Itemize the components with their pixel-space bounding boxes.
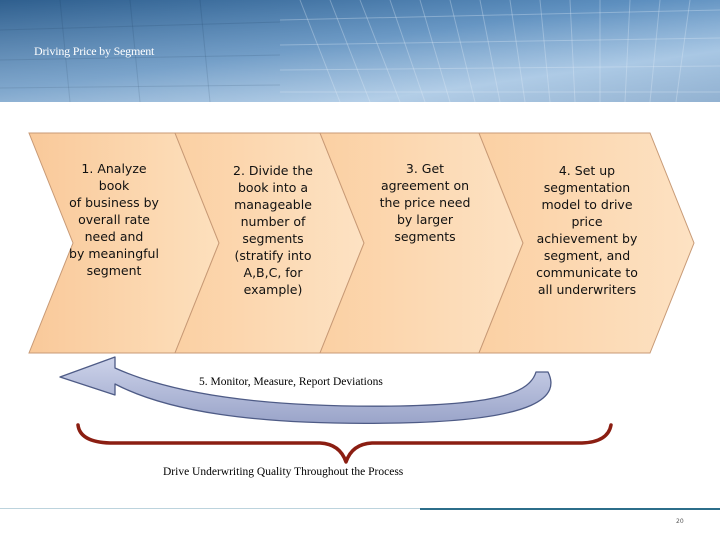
footer-divider-light [0, 508, 420, 509]
process-brace [78, 425, 611, 462]
feedback-arrow [60, 357, 551, 423]
page-title: Driving Price by Segment [34, 44, 155, 58]
feedback-label: 5. Monitor, Measure, Report Deviations [199, 376, 383, 388]
footer-divider [420, 508, 720, 510]
brace-label: Drive Underwriting Quality Throughout the Process [163, 466, 404, 478]
step-4-label: 4. Set up segmentation model to drive price achievement by segment, and communicate to all underwriters [536, 163, 638, 297]
step-1-label: 1. Analyze book of business by overall rate need and by meaningful segment [69, 161, 159, 278]
step-2-label: 2. Divide the book into a manageable number of segments (stratify into A,B,C, for example) [233, 163, 313, 297]
step-3-label: 3. Get agreement on the price need by larger segments [379, 161, 471, 244]
page-number: 20 [676, 518, 684, 525]
